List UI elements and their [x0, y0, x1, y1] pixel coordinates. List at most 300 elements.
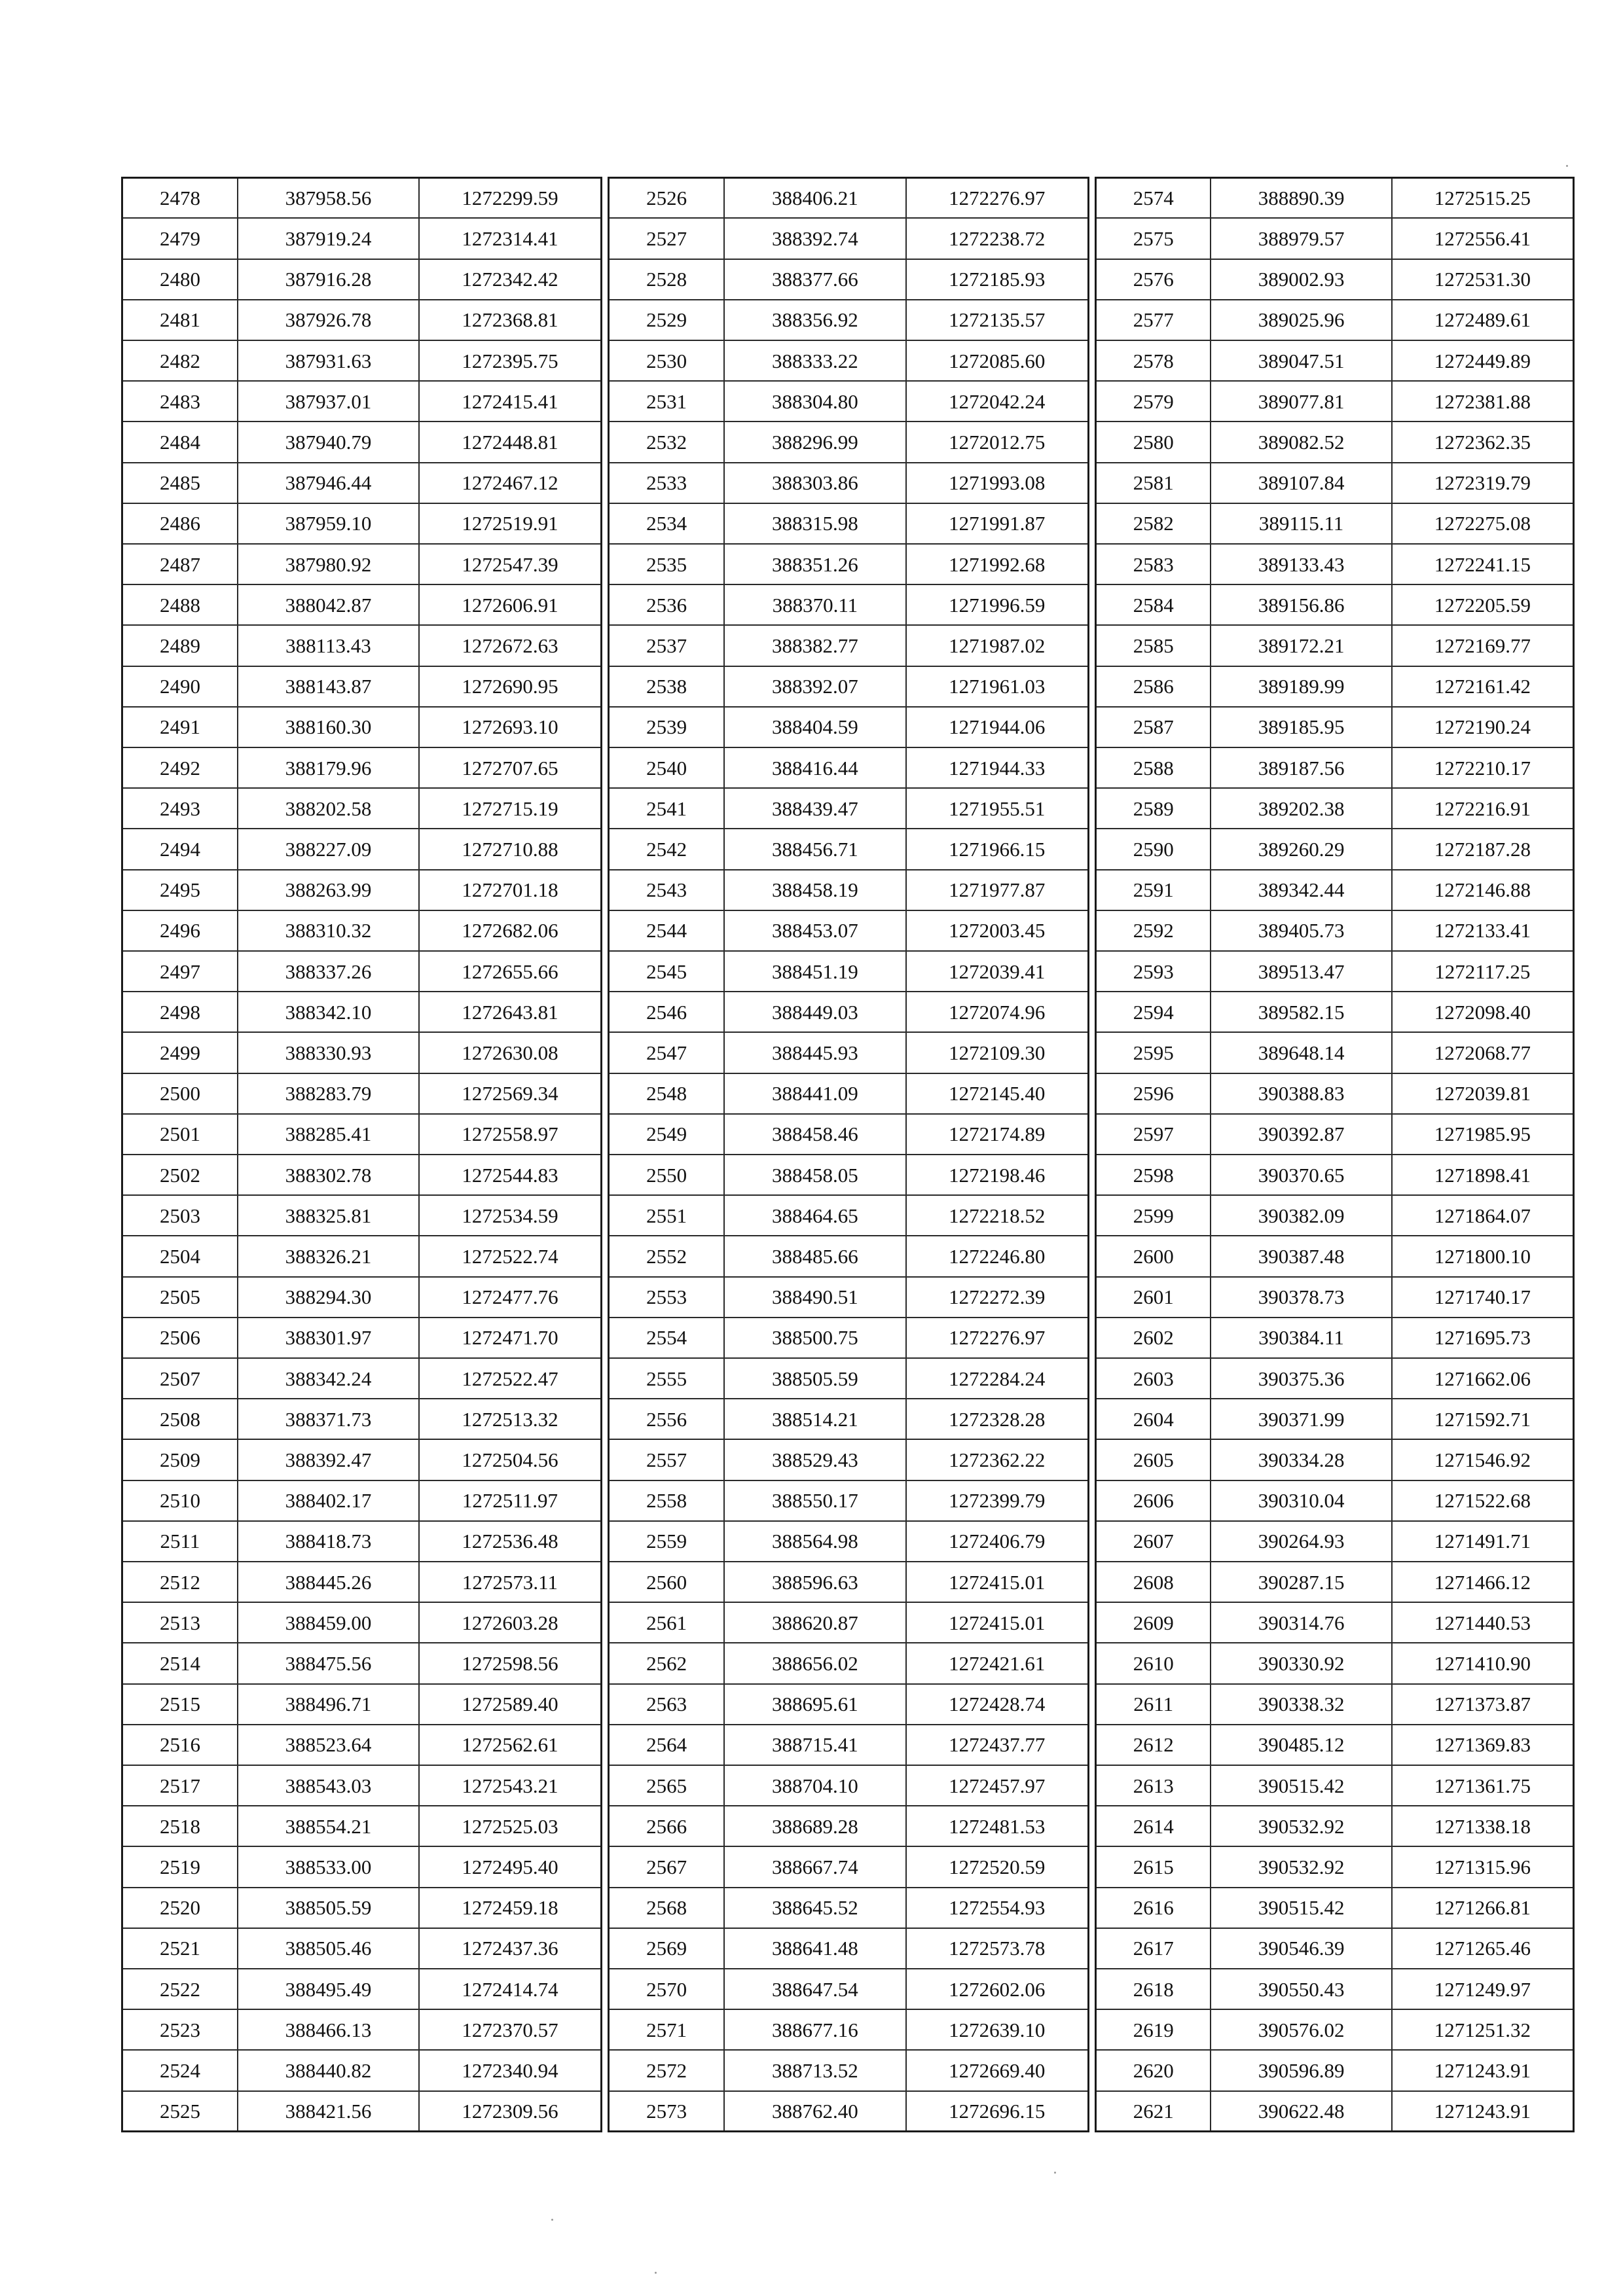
- x-coordinate-cell: 388514.21: [724, 1399, 905, 1439]
- table-row: [610, 1888, 1087, 1928]
- point-id-cell: 2582: [1097, 503, 1211, 544]
- table-row: [610, 463, 1087, 503]
- x-coordinate-cell: 387940.79: [238, 422, 419, 462]
- y-coordinate-cell: 1272669.40: [906, 2050, 1087, 2090]
- table-row: [1097, 1765, 1573, 1806]
- y-coordinate-cell: 1271265.46: [1392, 1928, 1573, 1969]
- y-coordinate-cell: 1272710.88: [419, 829, 600, 869]
- y-coordinate-cell: 1272515.25: [1392, 179, 1573, 218]
- x-coordinate-cell: 390546.39: [1211, 1928, 1391, 1969]
- y-coordinate-cell: 1272543.21: [419, 1765, 600, 1806]
- y-coordinate-cell: 1272133.41: [1392, 910, 1573, 951]
- x-coordinate-cell: 389648.14: [1211, 1032, 1391, 1073]
- y-coordinate-cell: 1272598.56: [419, 1643, 600, 1683]
- point-id-cell: 2513: [123, 1602, 238, 1643]
- point-id-cell: 2601: [1097, 1277, 1211, 1318]
- table-row: [123, 910, 600, 951]
- x-coordinate-cell: 390596.89: [1211, 2050, 1391, 2090]
- table-row: [610, 625, 1087, 666]
- table-row: [1097, 1480, 1573, 1521]
- point-id-cell: 2587: [1097, 707, 1211, 747]
- y-coordinate-cell: 1272187.28: [1392, 829, 1573, 869]
- x-coordinate-cell: 388695.61: [724, 1684, 905, 1725]
- x-coordinate-cell: 388490.51: [724, 1277, 905, 1318]
- x-coordinate-cell: 388453.07: [724, 910, 905, 951]
- point-id-cell: 2494: [123, 829, 238, 869]
- y-coordinate-cell: 1271993.08: [906, 463, 1087, 503]
- y-coordinate-cell: 1272399.79: [906, 1480, 1087, 1521]
- table-row: [123, 1684, 600, 1725]
- point-id-cell: 2581: [1097, 463, 1211, 503]
- point-id-cell: 2550: [610, 1155, 724, 1195]
- y-coordinate-cell: 1272437.77: [906, 1725, 1087, 1765]
- coordinate-table: [121, 177, 1575, 2132]
- x-coordinate-cell: 388475.56: [238, 1643, 419, 1683]
- table-row: [1097, 1032, 1573, 1073]
- table-row: [1097, 179, 1573, 218]
- table-row: [610, 1236, 1087, 1276]
- y-coordinate-cell: 1272573.11: [419, 1562, 600, 1602]
- point-id-cell: 2486: [123, 503, 238, 544]
- table-row: [123, 1928, 600, 1969]
- x-coordinate-cell: 388342.24: [238, 1358, 419, 1399]
- x-coordinate-cell: 388283.79: [238, 1073, 419, 1114]
- point-id-cell: 2558: [610, 1480, 724, 1521]
- table-row: [1097, 910, 1573, 951]
- point-id-cell: 2615: [1097, 1846, 1211, 1887]
- table-row: [610, 381, 1087, 422]
- table-row: [123, 1643, 600, 1683]
- x-coordinate-cell: 390532.92: [1211, 1806, 1391, 1846]
- x-coordinate-cell: 388656.02: [724, 1643, 905, 1683]
- point-id-cell: 2522: [123, 1969, 238, 2009]
- x-coordinate-cell: 388466.13: [238, 2009, 419, 2050]
- y-coordinate-cell: 1271996.59: [906, 584, 1087, 625]
- point-id-cell: 2484: [123, 422, 238, 462]
- table-row: [1097, 1521, 1573, 1562]
- x-coordinate-cell: 388458.19: [724, 870, 905, 910]
- table-row: [610, 2050, 1087, 2090]
- x-coordinate-cell: 389082.52: [1211, 422, 1391, 462]
- x-coordinate-cell: 388202.58: [238, 788, 419, 829]
- y-coordinate-cell: 1271977.87: [906, 870, 1087, 910]
- point-id-cell: 2498: [123, 992, 238, 1032]
- point-id-cell: 2519: [123, 1846, 238, 1887]
- x-coordinate-cell: 390378.73: [1211, 1277, 1391, 1318]
- x-coordinate-cell: 388458.46: [724, 1114, 905, 1155]
- table-row: [123, 1399, 600, 1439]
- table-row: [610, 544, 1087, 584]
- y-coordinate-cell: 1271315.96: [1392, 1846, 1573, 1887]
- x-coordinate-cell: 388704.10: [724, 1765, 905, 1806]
- x-coordinate-cell: 390371.99: [1211, 1399, 1391, 1439]
- table-row: [1097, 992, 1573, 1032]
- table-row: [1097, 1725, 1573, 1765]
- y-coordinate-cell: 1272707.65: [419, 747, 600, 788]
- table-row: [1097, 544, 1573, 584]
- x-coordinate-cell: 389156.86: [1211, 584, 1391, 625]
- x-coordinate-cell: 388505.59: [724, 1358, 905, 1399]
- y-coordinate-cell: 1271992.68: [906, 544, 1087, 584]
- point-id-cell: 2510: [123, 1480, 238, 1521]
- y-coordinate-cell: 1271592.71: [1392, 1399, 1573, 1439]
- y-coordinate-cell: 1271966.15: [906, 829, 1087, 869]
- x-coordinate-cell: 389025.96: [1211, 300, 1391, 340]
- table-row: [1097, 2009, 1573, 2050]
- point-id-cell: 2562: [610, 1643, 724, 1683]
- table-row: [1097, 625, 1573, 666]
- x-coordinate-cell: 388143.87: [238, 666, 419, 707]
- y-coordinate-cell: 1271985.95: [1392, 1114, 1573, 1155]
- table-row: [610, 1114, 1087, 1155]
- table-row: [1097, 1643, 1573, 1683]
- point-id-cell: 2556: [610, 1399, 724, 1439]
- point-id-cell: 2485: [123, 463, 238, 503]
- x-coordinate-cell: 387958.56: [238, 179, 419, 218]
- y-coordinate-cell: 1272241.15: [1392, 544, 1573, 584]
- x-coordinate-cell: 388596.63: [724, 1562, 905, 1602]
- point-id-cell: 2497: [123, 951, 238, 992]
- point-id-cell: 2611: [1097, 1684, 1211, 1725]
- table-row: [123, 340, 600, 381]
- x-coordinate-cell: 388505.46: [238, 1928, 419, 1969]
- point-id-cell: 2580: [1097, 422, 1211, 462]
- point-id-cell: 2621: [1097, 2091, 1211, 2130]
- x-coordinate-cell: 389202.38: [1211, 788, 1391, 829]
- table-row: [1097, 666, 1573, 707]
- y-coordinate-cell: 1271800.10: [1392, 1236, 1573, 1276]
- y-coordinate-cell: 1272275.08: [1392, 503, 1573, 544]
- point-id-cell: 2536: [610, 584, 724, 625]
- table-row: [1097, 1969, 1573, 2009]
- x-coordinate-cell: 388371.73: [238, 1399, 419, 1439]
- point-id-cell: 2542: [610, 829, 724, 869]
- x-coordinate-cell: 388294.30: [238, 1277, 419, 1318]
- table-row: [610, 1765, 1087, 1806]
- y-coordinate-cell: 1272276.97: [906, 1318, 1087, 1358]
- point-id-cell: 2609: [1097, 1602, 1211, 1643]
- table-row: [1097, 707, 1573, 747]
- y-coordinate-cell: 1272715.19: [419, 788, 600, 829]
- point-id-cell: 2511: [123, 1521, 238, 1562]
- table-row: [1097, 1806, 1573, 1846]
- y-coordinate-cell: 1272602.06: [906, 1969, 1087, 2009]
- point-id-cell: 2552: [610, 1236, 724, 1276]
- y-coordinate-cell: 1272395.75: [419, 340, 600, 381]
- y-coordinate-cell: 1272042.24: [906, 381, 1087, 422]
- table-row: [123, 992, 600, 1032]
- point-id-cell: 2548: [610, 1073, 724, 1114]
- point-id-cell: 2573: [610, 2091, 724, 2130]
- point-id-cell: 2567: [610, 1846, 724, 1887]
- y-coordinate-cell: 1272238.72: [906, 218, 1087, 259]
- x-coordinate-cell: 390532.92: [1211, 1846, 1391, 1887]
- point-id-cell: 2507: [123, 1358, 238, 1399]
- table-row: [123, 1969, 600, 2009]
- table-row: [610, 870, 1087, 910]
- point-id-cell: 2532: [610, 422, 724, 462]
- x-coordinate-cell: 388402.17: [238, 1480, 419, 1521]
- x-coordinate-cell: 388263.99: [238, 870, 419, 910]
- x-coordinate-cell: 388421.56: [238, 2091, 419, 2130]
- x-coordinate-cell: 388505.59: [238, 1888, 419, 1928]
- table-row: [123, 381, 600, 422]
- y-coordinate-cell: 1271522.68: [1392, 1480, 1573, 1521]
- table-row: [610, 1195, 1087, 1236]
- table-row: [123, 1725, 600, 1765]
- table-row: [123, 2091, 600, 2130]
- table-row: [123, 218, 600, 259]
- point-id-cell: 2595: [1097, 1032, 1211, 1073]
- x-coordinate-cell: 389047.51: [1211, 340, 1391, 381]
- x-coordinate-cell: 388301.97: [238, 1318, 419, 1358]
- table-row: [610, 992, 1087, 1032]
- table-row: [610, 747, 1087, 788]
- table-row: [610, 1358, 1087, 1399]
- y-coordinate-cell: 1272536.48: [419, 1521, 600, 1562]
- y-coordinate-cell: 1272696.15: [906, 2091, 1087, 2130]
- scan-speck: [1566, 165, 1568, 167]
- point-id-cell: 2561: [610, 1602, 724, 1643]
- x-coordinate-cell: 387946.44: [238, 463, 419, 503]
- x-coordinate-cell: 388377.66: [724, 259, 905, 300]
- point-id-cell: 2527: [610, 218, 724, 259]
- x-coordinate-cell: 388445.93: [724, 1032, 905, 1073]
- point-id-cell: 2600: [1097, 1236, 1211, 1276]
- x-coordinate-cell: 388713.52: [724, 2050, 905, 2090]
- x-coordinate-cell: 388330.93: [238, 1032, 419, 1073]
- point-id-cell: 2530: [610, 340, 724, 381]
- y-coordinate-cell: 1272406.79: [906, 1521, 1087, 1562]
- table-row: [123, 1277, 600, 1318]
- x-coordinate-cell: 388160.30: [238, 707, 419, 747]
- y-coordinate-cell: 1272190.24: [1392, 707, 1573, 747]
- table-row: [1097, 422, 1573, 462]
- x-coordinate-cell: 390375.36: [1211, 1358, 1391, 1399]
- y-coordinate-cell: 1272643.81: [419, 992, 600, 1032]
- table-row: [123, 544, 600, 584]
- x-coordinate-cell: 387980.92: [238, 544, 419, 584]
- point-id-cell: 2518: [123, 1806, 238, 1846]
- y-coordinate-cell: 1272544.83: [419, 1155, 600, 1195]
- x-coordinate-cell: 390392.87: [1211, 1114, 1391, 1155]
- y-coordinate-cell: 1272135.57: [906, 300, 1087, 340]
- y-coordinate-cell: 1272039.81: [1392, 1073, 1573, 1114]
- y-coordinate-cell: 1272603.28: [419, 1602, 600, 1643]
- point-id-cell: 2541: [610, 788, 724, 829]
- y-coordinate-cell: 1272449.89: [1392, 340, 1573, 381]
- x-coordinate-cell: 390515.42: [1211, 1765, 1391, 1806]
- table-row: [123, 1846, 600, 1887]
- table-row: [123, 1480, 600, 1521]
- table-row: [123, 1236, 600, 1276]
- point-id-cell: 2608: [1097, 1562, 1211, 1602]
- table-row: [1097, 1358, 1573, 1399]
- table-row: [123, 584, 600, 625]
- x-coordinate-cell: 388416.44: [724, 747, 905, 788]
- y-coordinate-cell: 1272504.56: [419, 1439, 600, 1480]
- y-coordinate-cell: 1271440.53: [1392, 1602, 1573, 1643]
- x-coordinate-cell: 388439.47: [724, 788, 905, 829]
- y-coordinate-cell: 1272520.59: [906, 1846, 1087, 1887]
- point-id-cell: 2602: [1097, 1318, 1211, 1358]
- table-row: [1097, 1277, 1573, 1318]
- point-id-cell: 2512: [123, 1562, 238, 1602]
- y-coordinate-cell: 1272074.96: [906, 992, 1087, 1032]
- x-coordinate-cell: 388227.09: [238, 829, 419, 869]
- scan-speck: [551, 2219, 553, 2221]
- point-id-cell: 2607: [1097, 1521, 1211, 1562]
- table-row: [123, 870, 600, 910]
- y-coordinate-cell: 1272630.08: [419, 1032, 600, 1073]
- point-id-cell: 2539: [610, 707, 724, 747]
- table-row: [123, 1602, 600, 1643]
- x-coordinate-cell: 390550.43: [1211, 1969, 1391, 2009]
- y-coordinate-cell: 1271466.12: [1392, 1562, 1573, 1602]
- table-block-2-grid: [610, 179, 1087, 2130]
- y-coordinate-cell: 1271338.18: [1392, 1806, 1573, 1846]
- point-id-cell: 2569: [610, 1928, 724, 1969]
- x-coordinate-cell: 387919.24: [238, 218, 419, 259]
- y-coordinate-cell: 1272161.42: [1392, 666, 1573, 707]
- table-row: [610, 503, 1087, 544]
- table-row: [610, 1846, 1087, 1887]
- point-id-cell: 2493: [123, 788, 238, 829]
- point-id-cell: 2505: [123, 1277, 238, 1318]
- table-row: [123, 259, 600, 300]
- y-coordinate-cell: 1272448.81: [419, 422, 600, 462]
- x-coordinate-cell: 389189.99: [1211, 666, 1391, 707]
- x-coordinate-cell: 388356.92: [724, 300, 905, 340]
- y-coordinate-cell: 1271243.91: [1392, 2091, 1573, 2130]
- y-coordinate-cell: 1272481.53: [906, 1806, 1087, 1846]
- y-coordinate-cell: 1271249.97: [1392, 1969, 1573, 2009]
- x-coordinate-cell: 388689.28: [724, 1806, 905, 1846]
- y-coordinate-cell: 1272319.79: [1392, 463, 1573, 503]
- y-coordinate-cell: 1272340.94: [419, 2050, 600, 2090]
- table-row: [1097, 584, 1573, 625]
- point-id-cell: 2528: [610, 259, 724, 300]
- y-coordinate-cell: 1272309.56: [419, 2091, 600, 2130]
- table-row: [1097, 788, 1573, 829]
- y-coordinate-cell: 1271243.91: [1392, 2050, 1573, 2090]
- point-id-cell: 2574: [1097, 179, 1211, 218]
- table-row: [123, 2050, 600, 2090]
- y-coordinate-cell: 1271955.51: [906, 788, 1087, 829]
- point-id-cell: 2579: [1097, 381, 1211, 422]
- y-coordinate-cell: 1272039.41: [906, 951, 1087, 992]
- table-row: [1097, 1236, 1573, 1276]
- point-id-cell: 2500: [123, 1073, 238, 1114]
- y-coordinate-cell: 1271546.92: [1392, 1439, 1573, 1480]
- point-id-cell: 2589: [1097, 788, 1211, 829]
- y-coordinate-cell: 1271944.33: [906, 747, 1087, 788]
- x-coordinate-cell: 388677.16: [724, 2009, 905, 2050]
- table-row: [610, 1562, 1087, 1602]
- table-row: [123, 951, 600, 992]
- y-coordinate-cell: 1272368.81: [419, 300, 600, 340]
- x-coordinate-cell: 387931.63: [238, 340, 419, 381]
- table-row: [1097, 1195, 1573, 1236]
- table-row: [610, 1480, 1087, 1521]
- table-row: [123, 1318, 600, 1358]
- x-coordinate-cell: 388042.87: [238, 584, 419, 625]
- x-coordinate-cell: 390314.76: [1211, 1602, 1391, 1643]
- point-id-cell: 2586: [1097, 666, 1211, 707]
- table-row: [1097, 870, 1573, 910]
- y-coordinate-cell: 1272328.28: [906, 1399, 1087, 1439]
- y-coordinate-cell: 1271662.06: [1392, 1358, 1573, 1399]
- point-id-cell: 2591: [1097, 870, 1211, 910]
- y-coordinate-cell: 1272381.88: [1392, 381, 1573, 422]
- x-coordinate-cell: 390310.04: [1211, 1480, 1391, 1521]
- y-coordinate-cell: 1272421.61: [906, 1643, 1087, 1683]
- table-row: [123, 747, 600, 788]
- point-id-cell: 2514: [123, 1643, 238, 1683]
- point-id-cell: 2535: [610, 544, 724, 584]
- y-coordinate-cell: 1272693.10: [419, 707, 600, 747]
- x-coordinate-cell: 388529.43: [724, 1439, 905, 1480]
- table-row: [610, 1073, 1087, 1114]
- table-row: [123, 503, 600, 544]
- y-coordinate-cell: 1272362.22: [906, 1439, 1087, 1480]
- point-id-cell: 2516: [123, 1725, 238, 1765]
- y-coordinate-cell: 1272098.40: [1392, 992, 1573, 1032]
- point-id-cell: 2605: [1097, 1439, 1211, 1480]
- y-coordinate-cell: 1272558.97: [419, 1114, 600, 1155]
- y-coordinate-cell: 1272276.97: [906, 179, 1087, 218]
- table-row: [1097, 951, 1573, 992]
- table-row: [1097, 503, 1573, 544]
- table-row: [1097, 1928, 1573, 1969]
- point-id-cell: 2568: [610, 1888, 724, 1928]
- x-coordinate-cell: 388762.40: [724, 2091, 905, 2130]
- y-coordinate-cell: 1272284.24: [906, 1358, 1087, 1399]
- y-coordinate-cell: 1272145.40: [906, 1073, 1087, 1114]
- x-coordinate-cell: 389172.21: [1211, 625, 1391, 666]
- point-id-cell: 2503: [123, 1195, 238, 1236]
- x-coordinate-cell: 388620.87: [724, 1602, 905, 1643]
- x-coordinate-cell: 390382.09: [1211, 1195, 1391, 1236]
- point-id-cell: 2524: [123, 2050, 238, 2090]
- table-row: [1097, 1318, 1573, 1358]
- x-coordinate-cell: 389002.93: [1211, 259, 1391, 300]
- table-row: [610, 300, 1087, 340]
- y-coordinate-cell: 1272299.59: [419, 179, 600, 218]
- point-id-cell: 2598: [1097, 1155, 1211, 1195]
- x-coordinate-cell: 388392.74: [724, 218, 905, 259]
- x-coordinate-cell: 388979.57: [1211, 218, 1391, 259]
- x-coordinate-cell: 390485.12: [1211, 1725, 1391, 1765]
- x-coordinate-cell: 389133.43: [1211, 544, 1391, 584]
- table-row: [610, 1969, 1087, 2009]
- point-id-cell: 2478: [123, 179, 238, 218]
- y-coordinate-cell: 1272246.80: [906, 1236, 1087, 1276]
- x-coordinate-cell: 388406.21: [724, 179, 905, 218]
- table-row: [123, 1032, 600, 1073]
- y-coordinate-cell: 1272068.77: [1392, 1032, 1573, 1073]
- point-id-cell: 2564: [610, 1725, 724, 1765]
- x-coordinate-cell: 388550.17: [724, 1480, 905, 1521]
- x-coordinate-cell: 390370.65: [1211, 1155, 1391, 1195]
- point-id-cell: 2491: [123, 707, 238, 747]
- y-coordinate-cell: 1272362.35: [1392, 422, 1573, 462]
- x-coordinate-cell: 389185.95: [1211, 707, 1391, 747]
- y-coordinate-cell: 1272146.88: [1392, 870, 1573, 910]
- point-id-cell: 2521: [123, 1928, 238, 1969]
- y-coordinate-cell: 1272314.41: [419, 218, 600, 259]
- table-row: [123, 300, 600, 340]
